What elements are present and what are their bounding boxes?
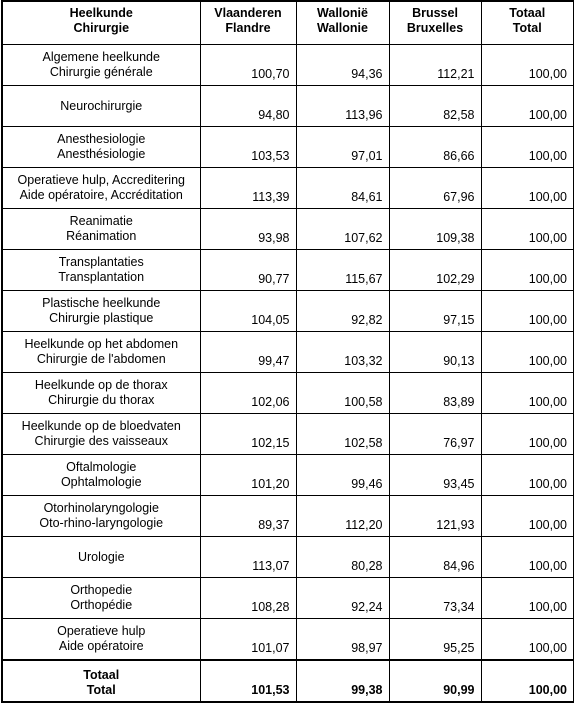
header-label-nl: Wallonië [317,6,368,20]
specialty-label [2,660,200,702]
value-brussel: 73,34 [389,578,481,619]
specialty-name-fr: Transplantation [58,270,145,284]
header-heelkunde [2,1,200,45]
value-totaal: 100,00 [481,209,574,250]
value-vlaanderen: 104,05 [200,291,296,332]
specialty-name-nl: Totaal [83,668,120,682]
value-totaal: 100,00 [481,496,574,537]
value-totaal: 100,00 [481,414,574,455]
table-row [2,578,574,619]
value-brussel: 97,15 [389,291,481,332]
specialty-name-fr: Orthopédie [70,598,133,612]
specialty-label [2,127,200,168]
header-label-nl: Totaal [509,6,546,20]
specialty-label [2,578,200,619]
value-totaal: 100,00 [481,455,574,496]
value-totaal: 100,00 [481,578,574,619]
total-row [2,660,574,702]
value-wallonie: 97,01 [296,127,389,168]
specialty-name-nl: Urologie [77,549,125,564]
value-wallonie: 100,58 [296,373,389,414]
value-brussel: 109,38 [389,209,481,250]
value-vlaanderen: 113,39 [200,168,296,209]
value-brussel: 102,29 [389,250,481,291]
table-row [2,373,574,414]
value-vlaanderen: 99,47 [200,332,296,373]
value-wallonie: 94,36 [296,45,389,86]
table-row [2,455,574,496]
specialty-name-fr: Ophtalmologie [60,475,142,489]
value-brussel: 90,13 [389,332,481,373]
value-totaal: 100,00 [481,619,574,661]
value-vlaanderen: 101,07 [200,619,296,661]
value-vlaanderen: 90,77 [200,250,296,291]
value-totaal: 100,00 [481,373,574,414]
table-row [2,45,574,86]
specialty-name-nl: Operatieve hulp [57,624,146,638]
value-vlaanderen: 113,07 [200,537,296,578]
value-vlaanderen: 102,15 [200,414,296,455]
specialty-name-fr: Oto-rhino-laryngologie [39,516,164,530]
value-vlaanderen: 108,28 [200,578,296,619]
specialty-name-fr: Chirurgie de l'abdomen [36,352,166,366]
value-totaal: 100,00 [481,537,574,578]
value-totaal: 100,00 [481,250,574,291]
header-label-fr: Wallonie [317,21,368,35]
value-brussel: 82,58 [389,86,481,127]
value-vlaanderen: 94,80 [200,86,296,127]
specialty-name-nl: Otorhinolaryngologie [43,501,159,515]
value-wallonie: 84,61 [296,168,389,209]
specialty-name-nl: Reanimatie [69,214,133,228]
value-wallonie: 103,32 [296,332,389,373]
value-vlaanderen: 89,37 [200,496,296,537]
value-vlaanderen: 101,20 [200,455,296,496]
value-brussel: 121,93 [389,496,481,537]
value-wallonie: 113,96 [296,86,389,127]
value-brussel: 86,66 [389,127,481,168]
header-label-fr: Flandre [225,21,271,35]
table-row [2,250,574,291]
specialty-label [2,537,200,578]
header-label-fr: Bruxelles [406,21,464,35]
specialty-name-nl: Heelkunde op de bloedvaten [21,419,181,433]
specialty-name-nl: Plastische heelkunde [42,296,161,310]
specialty-name-nl: Heelkunde op de thorax [34,378,168,392]
table-row [2,168,574,209]
value-totaal: 100,00 [481,168,574,209]
specialty-name-fr: Chirurgie du thorax [48,393,155,407]
value-brussel: 90,99 [389,660,481,702]
table-row [2,86,574,127]
value-brussel: 95,25 [389,619,481,661]
value-brussel: 67,96 [389,168,481,209]
specialty-label [2,373,200,414]
value-totaal: 100,00 [481,127,574,168]
specialty-name-fr: Chirurgie des vaisseaux [34,434,168,448]
specialty-label [2,168,200,209]
table-row [2,414,574,455]
value-wallonie: 99,38 [296,660,389,702]
value-brussel: 83,89 [389,373,481,414]
value-wallonie: 115,67 [296,250,389,291]
specialty-label [2,250,200,291]
specialty-name-fr: Aide opératoire, Accréditation [19,188,183,202]
header-row [2,1,574,45]
table-row [2,496,574,537]
specialty-name-nl: Heelkunde op het abdomen [24,337,179,351]
specialty-name-fr: Aide opératoire [58,639,144,653]
specialty-name-fr: Anesthésiologie [57,147,146,161]
value-vlaanderen: 103,53 [200,127,296,168]
value-wallonie: 102,58 [296,414,389,455]
specialty-label [2,496,200,537]
value-totaal: 100,00 [481,45,574,86]
value-vlaanderen: 100,70 [200,45,296,86]
value-brussel: 112,21 [389,45,481,86]
header-brussel [389,1,481,45]
specialty-name-nl: Operatieve hulp, Accreditering [17,173,185,187]
header-wallonie [296,1,389,45]
table-row [2,291,574,332]
value-brussel: 76,97 [389,414,481,455]
value-wallonie: 112,20 [296,496,389,537]
table-body [2,45,574,703]
specialty-name-fr: Chirurgie générale [49,65,153,79]
value-brussel: 84,96 [389,537,481,578]
specialty-name-fr: Réanimation [66,229,137,243]
specialty-name-nl: Neurochirurgie [60,98,143,113]
specialty-label [2,86,200,127]
specialty-label [2,455,200,496]
value-wallonie: 92,82 [296,291,389,332]
surgery-index-table [1,0,574,703]
header-totaal [481,1,574,45]
value-wallonie: 80,28 [296,537,389,578]
table-row [2,127,574,168]
specialty-label [2,414,200,455]
header-label-nl: Heelkunde [69,6,133,20]
header-vlaanderen [200,1,296,45]
value-vlaanderen: 101,53 [200,660,296,702]
header-label-fr: Total [512,21,542,35]
value-brussel: 93,45 [389,455,481,496]
table-row [2,537,574,578]
value-wallonie: 99,46 [296,455,389,496]
specialty-name-fr: Total [86,683,116,697]
table-row [2,619,574,661]
value-totaal: 100,00 [481,291,574,332]
specialty-label [2,332,200,373]
value-totaal: 100,00 [481,86,574,127]
value-wallonie: 98,97 [296,619,389,661]
specialty-name-nl: Oftalmologie [66,460,137,474]
value-vlaanderen: 93,98 [200,209,296,250]
header-label-fr: Chirurgie [73,21,130,35]
specialty-label [2,209,200,250]
specialty-name-nl: Transplantaties [58,255,144,269]
specialty-label [2,619,200,661]
value-wallonie: 92,24 [296,578,389,619]
value-totaal: 100,00 [481,660,574,702]
specialty-label [2,45,200,86]
header-label-nl: Brussel [412,6,458,20]
specialty-name-nl: Anesthesiologie [57,132,146,146]
specialty-label [2,291,200,332]
specialty-name-nl: Orthopedie [70,583,133,597]
value-wallonie: 107,62 [296,209,389,250]
value-totaal: 100,00 [481,332,574,373]
value-vlaanderen: 102,06 [200,373,296,414]
specialty-name-nl: Algemene heelkunde [42,50,160,64]
header-label-nl: Vlaanderen [214,6,282,20]
table-row [2,209,574,250]
table-row [2,332,574,373]
specialty-name-fr: Chirurgie plastique [49,311,154,325]
